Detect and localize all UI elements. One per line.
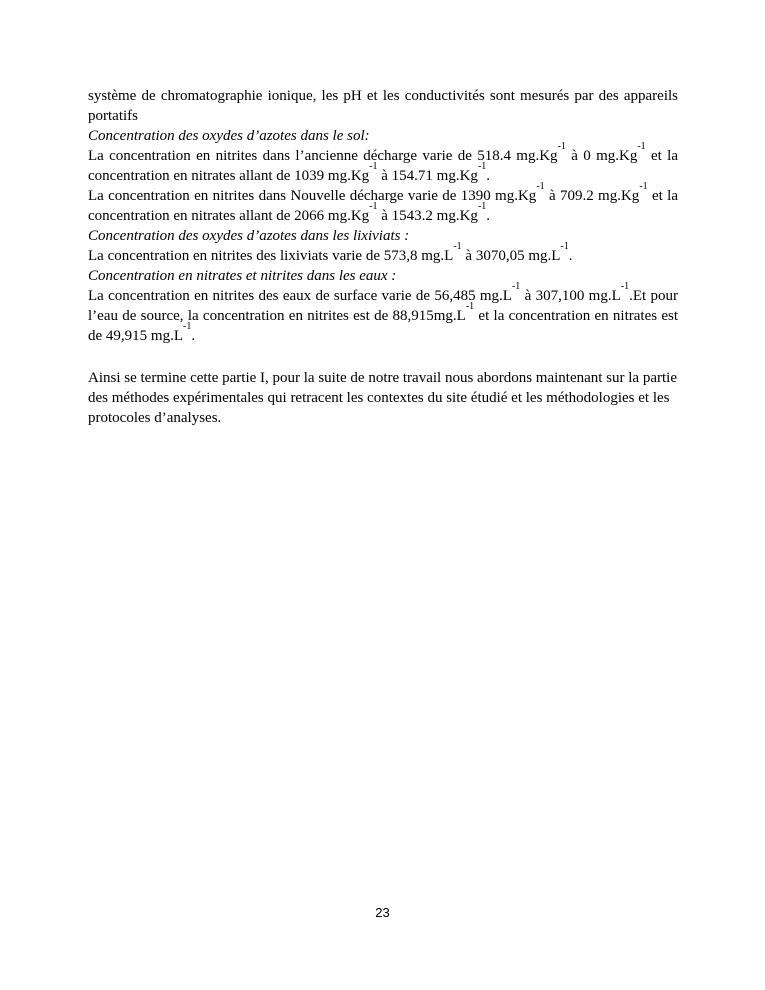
text-run: à 0 mg.Kg	[565, 148, 638, 164]
text-run: Ainsi se termine cette partie I, pour la suite de notre travail nous abordons maintenant sur la partie des méthodes expérimentales qui retracent les contextes du site étudié et les méthodologies et les protocoles d’analyses.	[88, 370, 677, 426]
text-run: à 307,100 mg.L	[520, 288, 621, 304]
paragraph	[88, 281, 678, 346]
superscript-exponent: -1	[477, 161, 487, 172]
italic-text-run: Concentration en nitrates et nitrites dans les eaux :	[88, 268, 397, 284]
text-run: à 154.71 mg.Kg	[377, 168, 478, 184]
text-run: .	[191, 328, 196, 344]
superscript-exponent: -1	[620, 281, 630, 292]
text-run: système de chromatographie ionique, les pH et les conductivités sont mesurés par des appareils portatifs	[88, 88, 678, 124]
text-run: .	[486, 168, 491, 184]
text-run: .	[486, 208, 491, 224]
italic-text-run: Concentration des oxydes d’azotes dans le sol	[88, 128, 365, 144]
text-run: La concentration en nitrites des lixiviats varie de 573,8 mg.L	[88, 248, 454, 264]
paragraph	[88, 266, 678, 286]
superscript-exponent: -1	[639, 181, 648, 192]
italic-text-run: :	[364, 128, 370, 144]
page-footer	[0, 905, 765, 920]
superscript-exponent: -1	[560, 241, 569, 252]
superscript-exponent: -1	[477, 201, 487, 212]
superscript-exponent: -1	[183, 321, 192, 332]
page-text	[88, 86, 678, 428]
paragraph	[88, 126, 678, 146]
paragraph	[88, 241, 678, 266]
italic-text-run: Concentration des oxydes d’azotes dans les lixiviats :	[88, 228, 410, 244]
paragraph	[88, 181, 678, 226]
text-run: et la concentration en nitrates allant de 2066 mg.Kg	[88, 188, 678, 224]
text-run: à 1543.2 mg.Kg	[377, 208, 478, 224]
text-run: La concentration en nitrites dans l’ancienne décharge varie de 518.4 mg.Kg	[88, 148, 558, 164]
paragraph	[88, 86, 678, 126]
superscript-exponent: -1	[536, 181, 545, 192]
paragraph	[88, 141, 678, 186]
superscript-exponent: -1	[511, 281, 521, 292]
text-run: à 3070,05 mg.L	[461, 248, 561, 264]
text-run: .	[568, 248, 573, 264]
text-run: à 709.2 mg.Kg	[544, 188, 640, 204]
text-run: et la concentration en nitrates est de 49,915 mg.L	[88, 308, 678, 344]
superscript-exponent: -1	[369, 161, 378, 172]
text-run: et la concentration en nitrates allant de 1039 mg.Kg	[88, 148, 678, 184]
superscript-exponent: -1	[453, 241, 462, 252]
paragraph	[88, 226, 678, 246]
superscript-exponent: -1	[637, 141, 646, 152]
paragraph	[88, 368, 678, 428]
superscript-exponent: -1	[557, 141, 566, 152]
text-run: La concentration en nitrites des eaux de surface varie de 56,485 mg.L	[88, 288, 512, 304]
page-number: 23	[375, 905, 390, 920]
text-run: La concentration en nitrites dans Nouvelle décharge varie de 1390 mg.Kg	[88, 188, 537, 204]
superscript-exponent: -1	[465, 301, 475, 312]
superscript-exponent: -1	[369, 201, 378, 212]
text-run: .Et pour l’eau de source, la concentration en nitrites est de 88,915mg.L	[88, 288, 678, 324]
